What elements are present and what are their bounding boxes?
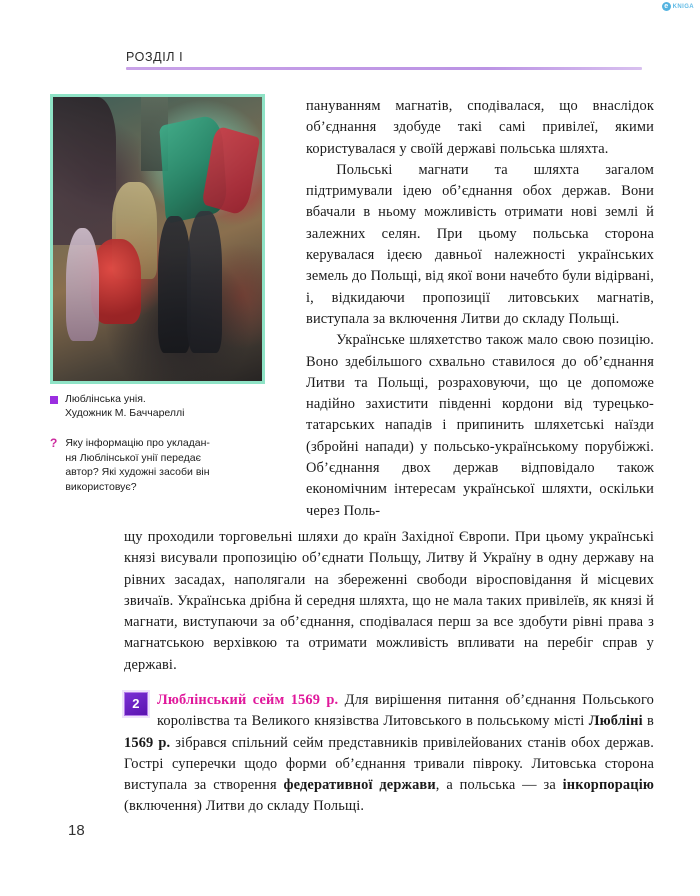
painting-pale-figure	[66, 228, 99, 342]
section-text-part-4: , а польська — за	[435, 777, 563, 794]
body-paragraph-3: Українське шляхетство також мало свою позицію. Воно здебільшого схвально ставилося до об’єднання Литви та Польщі, розраховуючи, що це допоможе надійно захистити південні кордони від турецько-татарських нападів і припинить шляхетські наїзди (збройні напади) у польсько-українському порубіжжі. Об’єднання двох держав відповідало також економічним інтересам української шляхти, оскільки через Поль-	[306, 332, 654, 519]
page-number: 18	[68, 822, 85, 839]
section-text-part-3: зібрався спільний сейм представників привілейованих станів обох держав. Гострі суперечки щодо форми об’єднання тривали півроку. Литовська сторона виступала за створення	[124, 734, 654, 794]
caption-text	[65, 393, 185, 420]
section-text-part-1: Для вирішення питання об’єднання Польського королівства та Великого князівства Литовського в польському місті	[157, 692, 654, 730]
section-bold-lublin: Любліні	[588, 713, 643, 730]
question-line-4: використовує?	[65, 480, 137, 493]
section-bold-year: 1569 р.	[124, 734, 171, 751]
publisher-watermark	[662, 2, 694, 11]
question-line-1: Яку інформацію про укладан-	[65, 437, 210, 449]
watermark-badge-icon: e	[662, 2, 671, 11]
chapter-title: РОЗДІЛ I	[126, 50, 184, 64]
section-number-badge: 2	[124, 692, 148, 716]
figure-caption	[50, 393, 265, 420]
right-text-column	[306, 96, 654, 522]
question-block	[50, 436, 265, 494]
caption-line-1: Люблінська унія.	[65, 393, 146, 405]
painting-image	[53, 97, 262, 381]
body-paragraph-4: щу проходили торговельні шляхи до країн Західної Європи. При цьому українські князі висували пропозицію об’єднати Польщу, Литву й Україну в одну державу на рівних засадах, наполягали на збереженні свободи віросповідання й місцевих звичаїв. Українська дрібна й середня шляхта, що не мала таких привілеїв, як князі й магнати, виступаючи за об’єднання, сподівалася перш за все здобути рівні права з магнатською верхівкою та отримати можливість впливати на перебіг справ у державі.	[124, 529, 654, 673]
square-bullet-icon	[50, 396, 58, 404]
header-divider	[126, 67, 642, 70]
full-width-text-block	[124, 527, 654, 676]
question-line-2: ня Люблінської унії передає	[65, 451, 201, 464]
section-text-part-5: (включення) Литви до складу Польщі.	[124, 798, 365, 815]
section-2-block	[124, 690, 654, 818]
section-text-part-2: в	[642, 713, 654, 730]
running-head	[126, 50, 626, 70]
question-text	[65, 436, 210, 494]
section-heading: Люблінський сейм 1569 р.	[157, 692, 339, 708]
body-paragraph-2: Польські магнати та шляхта загалом підтримували ідею об’єднання обох держав. Вони вбачали в ньому можливість отримати нові землі й залежних селян. При цьому польська сторона керувалася ідеєю давньої належності українських земель до Польщі, від якої вони начебто були відірвані, і, відкидаючи пропозиції литовських магнатів, виступала за включення Литви до складу Польщі.	[306, 161, 654, 327]
section-bold-federative-state: федеративної держави	[283, 777, 436, 794]
figure-block	[50, 94, 265, 494]
painting-frame	[50, 94, 265, 384]
body-paragraph-1: пануванням магнатів, сподівалася, що внаслідок об’єднання здобуде такі самі привілеї, якими користувалася у своїй державі польська шляхта.	[306, 98, 654, 157]
question-mark-icon: ?	[50, 436, 58, 450]
painting-curtain	[53, 97, 116, 245]
watermark-label: KNIGA	[672, 3, 694, 10]
painting-dark-figure-right	[187, 211, 223, 353]
caption-line-2: Художник М. Баччареллі	[65, 406, 185, 419]
question-line-3: автор? Які художні засоби він	[65, 466, 210, 478]
painting-dark-figure-left	[158, 216, 191, 352]
section-bold-incorporation: інкорпорацію	[562, 777, 654, 794]
